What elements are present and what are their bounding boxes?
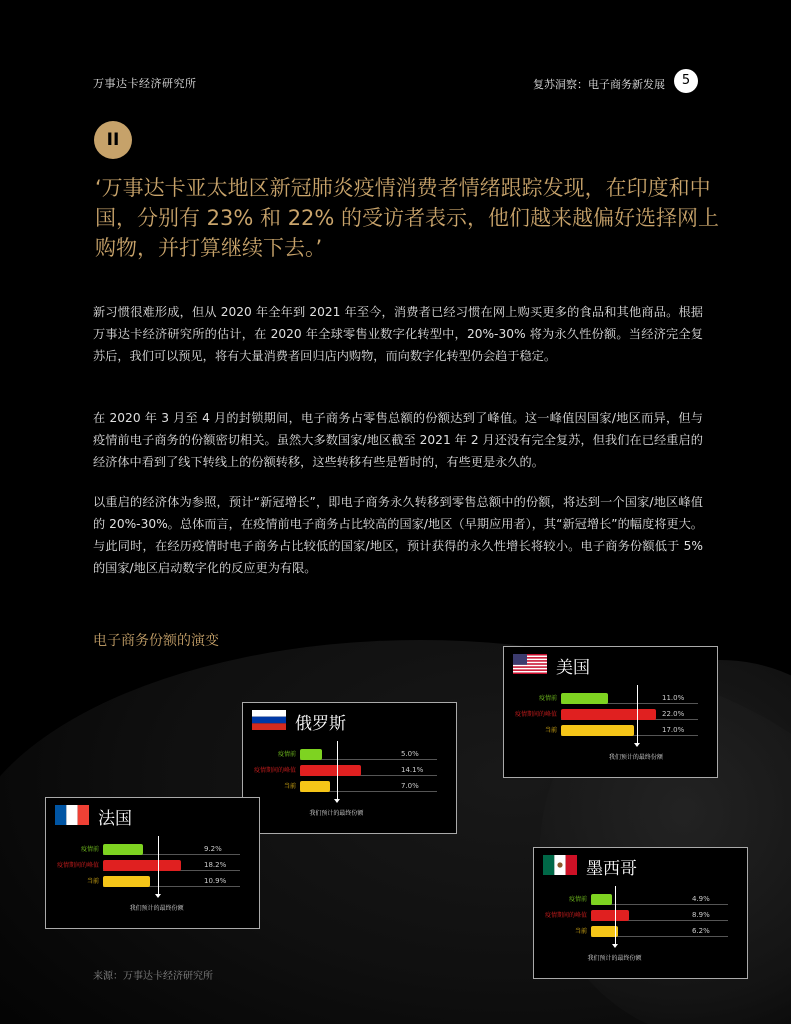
bar-value-label: 4.9%: [692, 895, 710, 903]
bar-value-label: 18.2%: [204, 861, 227, 869]
bar-row: [86, 876, 240, 887]
bar: [561, 709, 656, 720]
bar-category-label: 疫情期间的峰值: [253, 767, 296, 774]
bar-value-label: 11.0%: [662, 694, 685, 702]
bar-value-label: 7.0%: [401, 782, 419, 790]
bar-value-label: 8.9%: [692, 911, 710, 919]
chart-section-title: 电子商务份额的演变: [93, 633, 219, 649]
quote-badge: II: [94, 121, 132, 159]
bar-category-label: 当前: [86, 878, 99, 885]
bar-category-label: 疫情前: [568, 896, 587, 903]
bar-row: [538, 693, 698, 704]
bar: [561, 693, 608, 704]
bar-row: [574, 926, 728, 937]
bar: [103, 844, 143, 855]
chart-panel-mexico: [533, 847, 748, 979]
chart-panel-france: [45, 797, 260, 929]
marker-arrow-icon: [334, 799, 340, 803]
bar-category-label: 疫情期间的峰值: [56, 862, 99, 869]
paragraph-3: 以重启的经济体为参照，预计“新冠增长”，即电子商务永久转移到零售总额中的份额，将达到一个国家/地区峰值的 20%-30%。总体而言，在疫情前电子商务占比较高的国家/地区（早期应用者），其“新冠增长”的幅度将更大。与此同时，在经历疫情时电子商务占比较低的国家/地区，预计获得的永久性增长将较小。电子商务份额低于 5% 的国家/地区启动数字化的反应更为有限。: [93, 495, 703, 575]
bar-row: [277, 749, 437, 760]
bar-value-label: 10.9%: [204, 877, 227, 885]
country-label: 墨西哥: [586, 859, 637, 879]
bar: [591, 926, 618, 937]
bar-row: [544, 910, 728, 921]
marker-note: 我们预计的最终份额: [587, 955, 642, 962]
marker-note: 我们预计的最终份额: [309, 810, 364, 817]
bar-value-label: 17.0%: [662, 726, 685, 734]
country-label: 俄罗斯: [295, 714, 346, 734]
bar-category-label: 疫情期间的峰值: [544, 912, 587, 919]
bar-row: [253, 765, 437, 776]
bar-row: [283, 781, 437, 792]
russia-flag-icon: [252, 710, 286, 730]
marker-arrow-icon: [634, 743, 640, 747]
final-share-marker: [637, 685, 638, 745]
bar: [591, 910, 629, 921]
bar-row: [56, 860, 240, 871]
pull-quote: ‘万事达卡亚太地区新冠肺炎疫情消费者情绪跟踪发现，在印度和中国，分别有 23% 和 22% 的受访者表示，他们越来越偏好选择网上购物，并打算继续下去。’: [95, 176, 720, 260]
bar-value-label: 9.2%: [204, 845, 222, 853]
final-share-marker: [158, 836, 159, 896]
header-org: 万事达卡经济研究所: [93, 77, 197, 90]
bar-category-label: 疫情期间的峰值: [514, 711, 557, 718]
marker-arrow-icon: [155, 894, 161, 898]
bar-category-label: 疫情前: [538, 695, 557, 702]
final-share-marker: [615, 886, 616, 946]
bar: [103, 876, 150, 887]
france-flag-icon: [55, 805, 89, 825]
bar: [300, 749, 322, 760]
bar-category-label: 疫情前: [80, 846, 99, 853]
bar-category-label: 当前: [574, 928, 587, 935]
bar-value-label: 6.2%: [692, 927, 710, 935]
source-note: 来源：万事达卡经济研究所: [93, 971, 213, 982]
bar: [300, 781, 330, 792]
chart-panel-usa: [503, 646, 718, 778]
usa-flag-icon: [513, 654, 547, 674]
bar-category-label: 当前: [283, 783, 296, 790]
paragraph-1: 新习惯很难形成，但从 2020 年全年到 2021 年至今，消费者已经习惯在网上购买更多的食品和其他商品。根据万事达卡经济研究所的估计，在 2020 年全球零售业数字化转型中，20%-30% 将为永久性份额。当经济完全复苏后，我们可以预见，将有大量消费者回归店内购物，而向数字化转型仍会趋于稳定。: [93, 305, 703, 363]
bar: [561, 725, 634, 736]
mexico-flag-icon: [543, 855, 577, 875]
bar-row: [80, 844, 240, 855]
marker-arrow-icon: [612, 944, 618, 948]
marker-note: 我们预计的最终份额: [608, 754, 663, 761]
page-number: 5: [674, 69, 698, 93]
final-share-marker: [337, 741, 338, 801]
bar: [300, 765, 361, 776]
paragraph-2: 在 2020 年 3 月至 4 月的封锁期间，电子商务占零售总额的份额达到了峰值。这一峰值因国家/地区而异，但与疫情前电子商务的份额密切相关。虽然大多数国家/地区截至 2021 年 2 月还没有完全复苏，但我们在已经重启的经济体中看到了线下转线上的份额转移，这些转移有些是暂时的，有些更是永久的。: [93, 411, 703, 469]
bar: [591, 894, 612, 905]
bar-value-label: 5.0%: [401, 750, 419, 758]
country-label: 美国: [556, 658, 590, 678]
bar-category-label: 当前: [544, 727, 557, 734]
bar-value-label: 22.0%: [662, 710, 685, 718]
country-label: 法国: [98, 809, 132, 829]
bar-row: [568, 894, 728, 905]
bar-row: [544, 725, 698, 736]
header-section: 复苏洞察：电子商务新发展: [533, 78, 665, 91]
bar-row: [514, 709, 698, 720]
marker-note: 我们预计的最终份额: [129, 905, 184, 912]
bar-category-label: 疫情前: [277, 751, 296, 758]
chart-panel-russia: [242, 702, 457, 834]
bar: [103, 860, 181, 871]
bar-value-label: 14.1%: [401, 766, 424, 774]
